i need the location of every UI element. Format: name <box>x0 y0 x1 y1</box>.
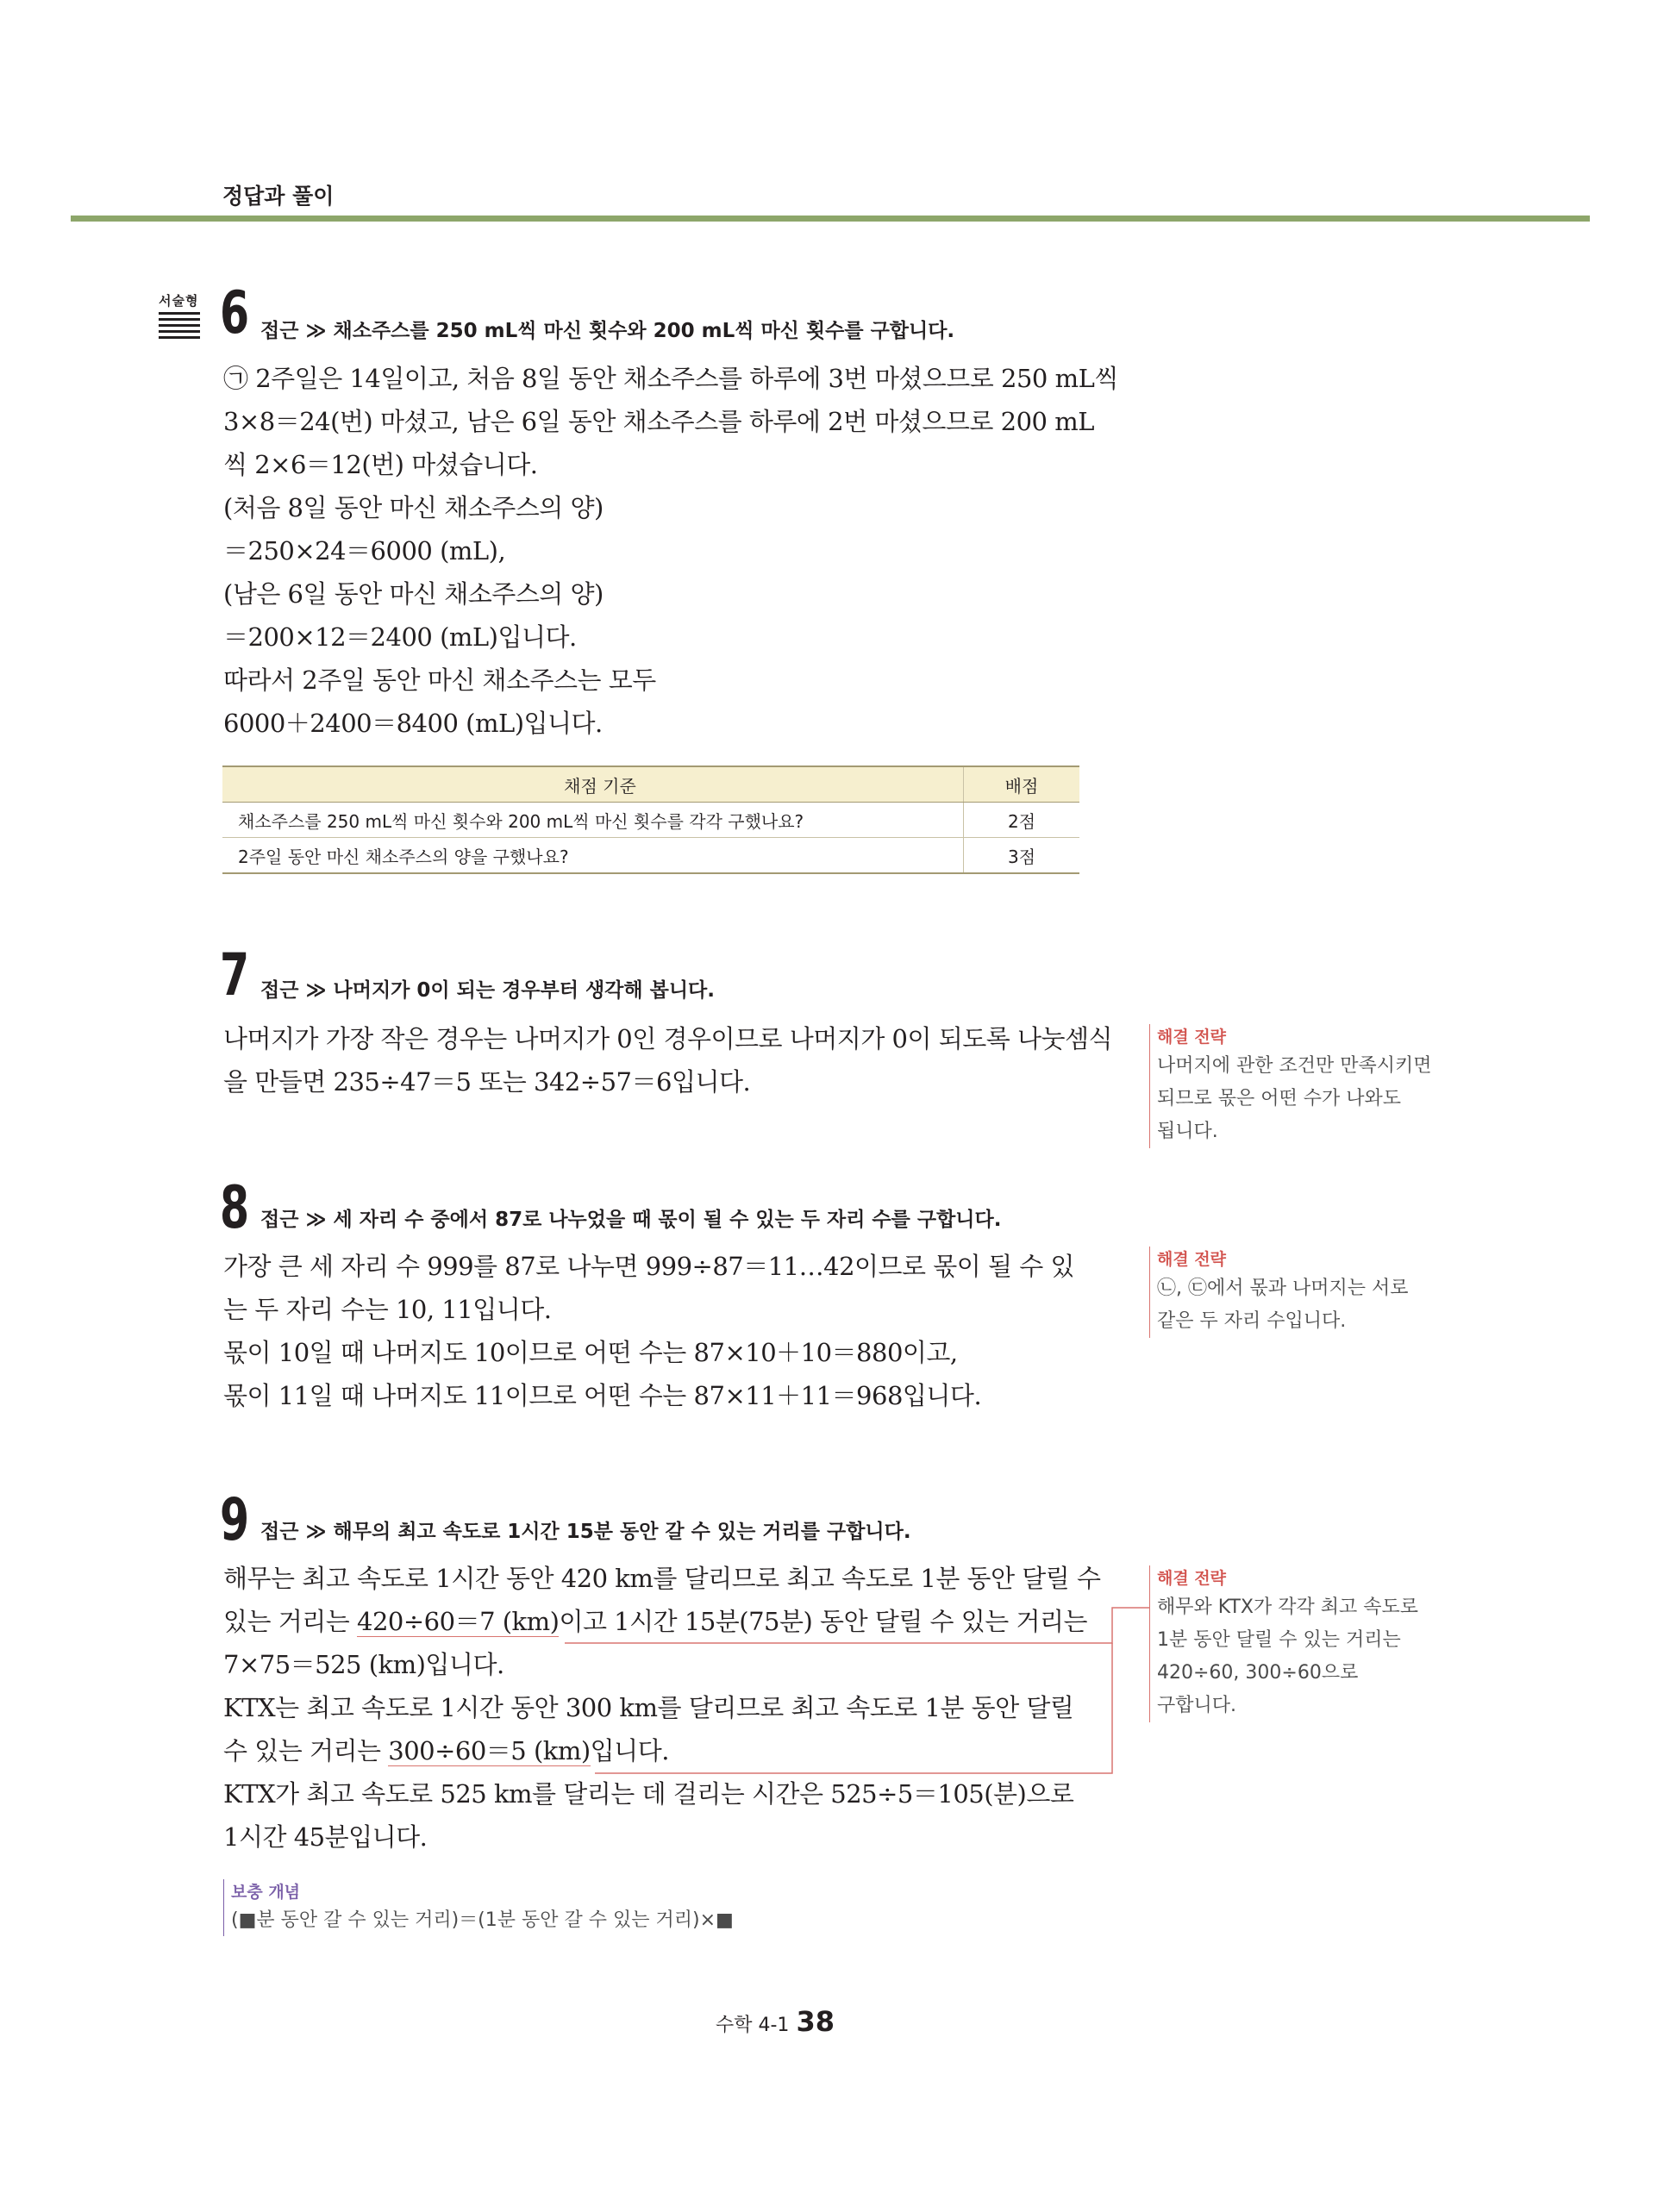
solution-line: (처음 8일 동안 마신 채소주스의 양) <box>223 493 604 522</box>
question-number-6: 6 <box>220 279 250 347</box>
strategy-text: ㉡, ㉢에서 몫과 나머지는 서로 같은 두 자리 수입니다. <box>1157 1278 1409 1332</box>
solution-line: KTX는 최고 속도로 1시간 동안 300 km를 달리므로 최고 속도로 1분 동안 달릴 <box>223 1693 1074 1722</box>
approach-text-7: 접근 ≫ 나머지가 0이 되는 경우부터 생각해 봅니다. <box>260 979 716 1002</box>
page-number: 38 <box>796 2005 835 2038</box>
strategy-tag: 해결 전략 <box>1157 1250 1227 1269</box>
approach-text-8: 접근 ≫ 세 자리 수 중에서 87로 나누었을 때 몫이 될 수 있는 두 자리 수를 구합니다. <box>260 1209 1002 1231</box>
strategy-tag: 해결 전략 <box>1157 1028 1227 1047</box>
solution-line: 가장 큰 세 자리 수 999를 87로 나누면 999÷87＝11…42이므로 몫이 될 수 있 <box>223 1252 1075 1281</box>
supplementary-concept <box>223 1879 835 1936</box>
solution-line: 나머지가 가장 작은 경우는 나머지가 0인 경우이므로 나머지가 0이 되도록 나눗셈식 <box>223 1024 1113 1053</box>
solution-text: 수 있는 거리는 <box>223 1736 389 1765</box>
strategy-text: 해무와 KTX가 각각 최고 속도로 1분 동안 달릴 수 있는 거리는 420÷60, 300÷60으로 구합니다. <box>1157 1597 1418 1716</box>
strategy-note-7 <box>1149 1024 1433 1148</box>
solution-line: 씩 2×6＝12(번) 마셨습니다. <box>223 450 538 479</box>
table-header-criteria: 채점 기준 <box>222 766 964 803</box>
solution-line: 는 두 자리 수는 10, 11입니다. <box>223 1295 552 1324</box>
table-row <box>222 838 1079 874</box>
table-cell-points: 3점 <box>964 838 1080 874</box>
solution-line: 몫이 11일 때 나머지도 11이므로 어떤 수는 87×11＋11＝968입니다. <box>223 1381 982 1410</box>
approach-text-6: 접근 ≫ 채소주스를 250 mL씩 마신 횟수와 200 mL씩 마신 횟수를 구합니다. <box>260 320 955 342</box>
solution-line: KTX가 최고 속도로 525 km를 달리는 데 걸리는 시간은 525÷5＝105(분)으로 <box>223 1779 1074 1809</box>
solution-line: 6000＋2400＝8400 (mL)입니다. <box>223 709 603 738</box>
solution-line: ＝200×12＝2400 (mL)입니다. <box>223 622 577 652</box>
strategy-text: 나머지에 관한 조건만 만족시키면 되므로 몫은 어떤 수가 나와도 됩니다. <box>1157 1055 1432 1142</box>
solution-line <box>223 1729 1085 1772</box>
concept-tag: 보충 개념 <box>231 1883 301 1902</box>
solution-line: 몫이 10일 때 나머지도 10이므로 어떤 수는 87×10＋10＝880이고, <box>223 1338 958 1367</box>
solution-line: ㉠ 2주일은 14일이고, 처음 8일 동안 채소주스를 하루에 3번 마셨으므로 250 mL씩 <box>223 364 1118 393</box>
strategy-tag: 해결 전략 <box>1157 1569 1227 1588</box>
footer-label: 수학 4-1 <box>716 2015 790 2036</box>
solution-8 <box>223 1245 1085 1417</box>
scoring-table <box>222 765 1079 874</box>
solution-line <box>223 1600 1088 1643</box>
table-cell-criteria: 채소주스를 250 mL씩 마신 횟수와 200 mL씩 마신 횟수를 각각 구했나요? <box>222 803 964 838</box>
solution-line: 3×8＝24(번) 마셨고, 남은 6일 동안 채소주스를 하루에 2번 마셨으므로 200 mL <box>223 407 1094 436</box>
header-divider <box>71 216 1590 222</box>
table-row <box>222 803 1079 838</box>
concept-text: (■분 동안 갈 수 있는 거리)＝(1분 동안 갈 수 있는 거리)×■ <box>231 1909 734 1931</box>
underlined-calc-hae-mu: 420÷60＝7 (km) <box>357 1607 560 1636</box>
solution-7 <box>223 1017 1113 1103</box>
solution-line: 따라서 2주일 동안 마신 채소주스는 모두 <box>223 665 656 695</box>
solution-line: 1시간 45분입니다. <box>223 1822 428 1852</box>
table-cell-criteria: 2주일 동안 마신 채소주스의 양을 구했나요? <box>222 838 964 874</box>
table-cell-points: 2점 <box>964 803 1080 838</box>
solution-6 <box>223 357 1118 745</box>
solution-line: (남은 6일 동안 마신 채소주스의 양) <box>223 579 604 609</box>
table-header-points: 배점 <box>964 766 1080 803</box>
question-number-7: 7 <box>220 941 250 1009</box>
essay-badge-icon <box>159 312 200 342</box>
solution-text: 이고 1시간 15분(75분) 동안 달릴 수 있는 거리는 <box>559 1607 1088 1636</box>
solution-line: 해무는 최고 속도로 1시간 동안 420 km를 달리므로 최고 속도로 1분 동안 달릴 수 <box>223 1564 1101 1593</box>
page-footer <box>716 2005 835 2038</box>
question-number-9: 9 <box>220 1486 250 1554</box>
strategy-note-8 <box>1149 1247 1433 1338</box>
essay-badge: 서술형 <box>159 293 199 309</box>
solution-text: 입니다. <box>590 1736 669 1765</box>
approach-text-9: 접근 ≫ 해무의 최고 속도로 1시간 15분 동안 갈 수 있는 거리를 구합니다. <box>260 1521 911 1543</box>
strategy-note-9 <box>1149 1565 1433 1722</box>
question-number-8: 8 <box>220 1174 250 1242</box>
table-header-row <box>222 766 1079 803</box>
solution-9 <box>223 1557 1101 1859</box>
section-title: 정답과 풀이 <box>222 184 335 209</box>
underlined-calc-ktx: 300÷60＝5 (km) <box>388 1736 591 1765</box>
solution-line: 을 만들면 235÷47＝5 또는 342÷57＝6입니다. <box>223 1067 751 1097</box>
solution-text: 있는 거리는 <box>223 1607 358 1636</box>
solution-line: ＝250×24＝6000 (mL), <box>223 536 506 565</box>
solution-line: 7×75＝525 (km)입니다. <box>223 1650 504 1679</box>
